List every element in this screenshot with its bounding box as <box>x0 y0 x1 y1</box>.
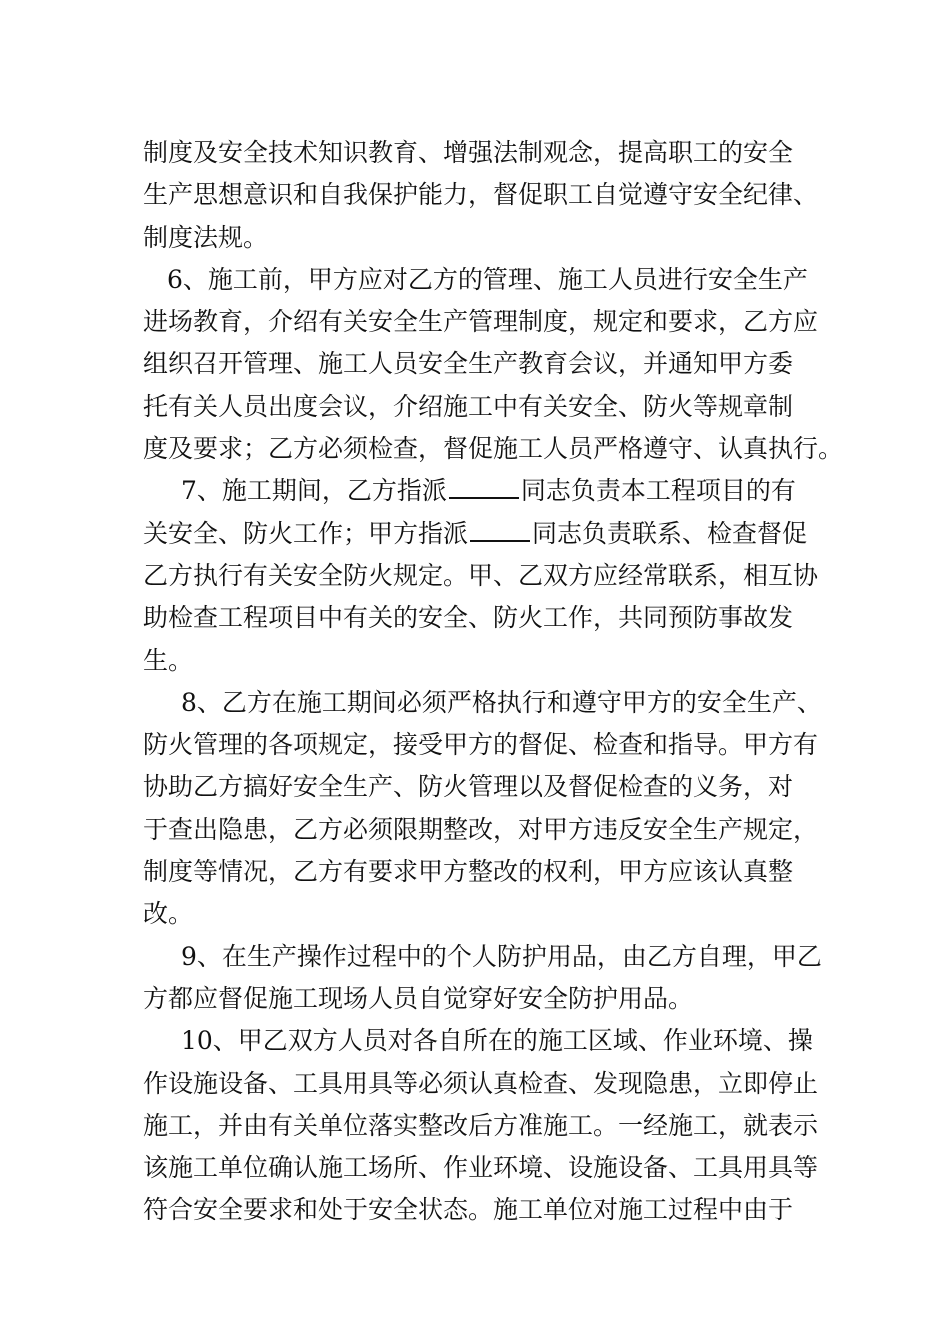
paragraph-6-start <box>143 259 815 301</box>
text-segment: 同志负责联系、检查督促 <box>532 518 808 548</box>
text-segment: 关安全、防火工作；甲方指派 <box>143 518 469 548</box>
text-line <box>143 513 815 555</box>
text-line <box>143 301 819 343</box>
text-line <box>143 428 844 470</box>
text-segment: 施工，并由有关单位落实整改后方准施工。一经施工，就表示 <box>143 1110 819 1140</box>
document-body <box>143 132 844 1232</box>
paragraph-9-start <box>143 936 822 978</box>
text-line <box>143 343 815 385</box>
fill-in-blank-a[interactable] <box>470 516 530 542</box>
paragraph-10-start <box>143 1020 815 1062</box>
fill-in-blank-b[interactable] <box>449 474 519 500</box>
text-line <box>143 174 819 216</box>
text-line <box>143 766 815 808</box>
text-segment: 6、施工前，甲方应对乙方的管理、施工人员进行安全生产 <box>167 264 808 294</box>
text-segment: 制度等情况，乙方有要求甲方整改的权利，甲方应该认真整 <box>143 857 794 887</box>
text-line <box>143 1189 815 1231</box>
text-segment: 同志负责本工程项目的有 <box>520 476 796 506</box>
text-segment: 10、甲乙双方人员对各自所在的施工区域、作业环境、操 <box>181 1026 813 1056</box>
text-line <box>143 132 815 174</box>
text-segment: 7、施工期间，乙方指派 <box>181 476 447 506</box>
text-segment: 生。 <box>143 645 194 675</box>
text-line <box>143 597 815 639</box>
text-segment: 协助乙方搞好安全生产、防火管理以及督促检查的义务，对 <box>143 772 794 802</box>
text-line <box>143 640 815 682</box>
text-line <box>143 1063 819 1105</box>
text-segment: 乙方执行有关安全防火规定。甲、乙双方应经常联系，相互协 <box>143 560 819 590</box>
text-segment: 8、乙方在施工期间必须严格执行和遵守甲方的安全生产、 <box>181 687 822 717</box>
text-line <box>143 386 815 428</box>
text-segment: 组织召开管理、施工人员安全生产教育会议，并通知甲方委 <box>143 349 794 379</box>
text-line <box>143 893 815 935</box>
text-segment: 度及要求；乙方必须检查，督促施工人员严格遵守、认真执行。 <box>143 434 844 464</box>
text-segment: 方都应督促施工现场人员自觉穿好安全防护用品。 <box>143 983 694 1013</box>
paragraph-8-start <box>143 682 822 724</box>
text-segment: 9、在生产操作过程中的个人防护用品，由乙方自理，甲乙 <box>181 941 822 971</box>
text-segment: 生产思想意识和自我保护能力，督促职工自觉遵守安全纪律、 <box>143 180 819 210</box>
text-segment: 该施工单位确认施工场所、作业环境、设施设备、工具用具等 <box>143 1153 819 1183</box>
text-line <box>143 555 819 597</box>
text-segment: 防火管理的各项规定，接受甲方的督促、检查和指导。甲方有 <box>143 730 819 760</box>
text-segment: 作设施设备、工具用具等必须认真检查、发现隐患，立即停止 <box>143 1068 819 1098</box>
text-line <box>143 851 815 893</box>
text-line <box>143 1105 819 1147</box>
text-segment: 符合安全要求和处于安全状态。施工单位对施工过程中由于 <box>143 1195 794 1225</box>
text-line <box>143 1147 819 1189</box>
text-segment: 助检查工程项目中有关的安全、防火工作，共同预防事故发 <box>143 603 794 633</box>
text-segment: 制度及安全技术知识教育、增强法制观念，提高职工的安全 <box>143 138 794 167</box>
text-line <box>143 809 819 851</box>
text-segment: 改。 <box>143 899 194 929</box>
text-segment: 于查出隐患，乙方必须限期整改，对甲方违反安全生产规定， <box>143 814 819 844</box>
text-segment: 进场教育，介绍有关安全生产管理制度，规定和要求，乙方应 <box>143 307 819 337</box>
text-segment: 制度法规。 <box>143 222 269 252</box>
paragraph-7-start <box>143 470 815 512</box>
text-line <box>143 978 815 1020</box>
text-segment: 托有关人员出度会议，介绍施工中有关安全、防火等规章制 <box>143 391 794 421</box>
text-line <box>143 724 819 766</box>
text-line <box>143 217 815 259</box>
